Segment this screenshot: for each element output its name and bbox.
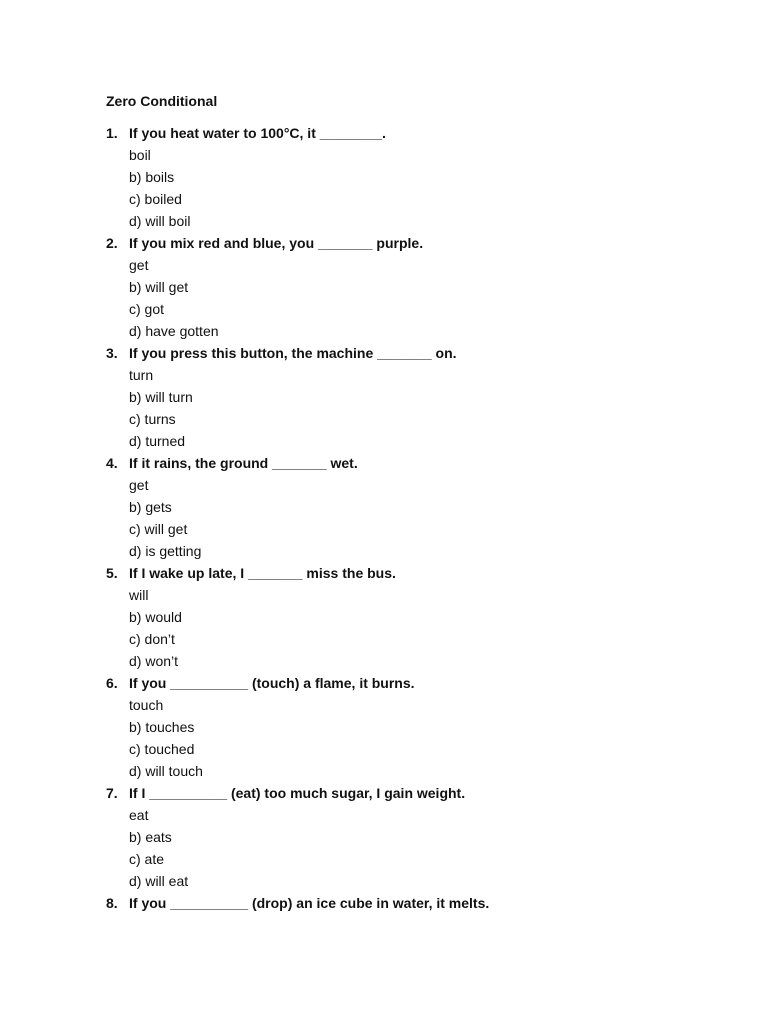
question-4 <box>106 453 726 563</box>
question-row <box>106 453 726 475</box>
question-number: 5. <box>106 565 118 581</box>
answer-option-b: b) touches <box>129 719 195 735</box>
answer-option-b: b) boils <box>129 169 175 185</box>
question-5 <box>106 563 726 673</box>
answer-options <box>106 145 726 233</box>
answer-option-d: d) will boil <box>129 213 191 229</box>
question-row <box>106 233 726 255</box>
question-row <box>106 783 726 805</box>
answer-option-c: c) ate <box>129 851 165 867</box>
answer-option-d: d) have gotten <box>129 323 219 339</box>
question-6 <box>106 673 726 783</box>
answer-options <box>106 585 726 673</box>
answer-option-d: d) is getting <box>129 543 202 559</box>
question-text: If I wake up late, I _______ miss the bus. <box>129 565 396 581</box>
question-row <box>106 343 726 365</box>
question-number: 2. <box>106 235 118 251</box>
answer-option-d: d) will touch <box>129 763 203 779</box>
answer-option-b: b) will turn <box>129 389 193 405</box>
answer-option-c: c) turns <box>129 411 176 427</box>
question-8 <box>106 893 726 915</box>
question-text: If you press this button, the machine _______ on. <box>129 345 457 361</box>
question-text: If you __________ (touch) a flame, it burns. <box>129 675 415 691</box>
question-list <box>106 123 726 915</box>
question-number: 1. <box>106 125 118 141</box>
answer-option-d: d) turned <box>129 433 186 449</box>
answer-option-a: will <box>129 587 149 603</box>
answer-option-a: touch <box>129 697 164 713</box>
question-text: If I __________ (eat) too much sugar, I gain weight. <box>129 785 466 801</box>
answer-option-a: turn <box>129 367 154 383</box>
answer-option-a: get <box>129 257 149 273</box>
answer-options <box>106 365 726 453</box>
question-1 <box>106 123 726 233</box>
question-row <box>106 673 726 695</box>
answer-option-c: c) will get <box>129 521 188 537</box>
question-text: If you __________ (drop) an ice cube in water, it melts. <box>129 895 490 911</box>
question-2 <box>106 233 726 343</box>
question-number: 4. <box>106 455 118 471</box>
answer-options <box>106 695 726 783</box>
answer-option-d: d) won’t <box>129 653 179 669</box>
answer-option-c: c) got <box>129 301 165 317</box>
question-text: If you mix red and blue, you _______ purple. <box>129 235 424 251</box>
answer-option-c: c) don’t <box>129 631 175 647</box>
answer-options <box>106 805 726 893</box>
question-number: 6. <box>106 675 118 691</box>
question-text: If it rains, the ground _______ wet. <box>129 455 358 471</box>
answer-option-b: b) eats <box>129 829 172 845</box>
question-row <box>106 893 726 915</box>
question-3 <box>106 343 726 453</box>
answer-option-c: c) boiled <box>129 191 182 207</box>
answer-option-a: eat <box>129 807 149 823</box>
question-row <box>106 123 726 145</box>
answer-option-c: c) touched <box>129 741 195 757</box>
question-text: If you heat water to 100°C, it ________. <box>129 125 386 141</box>
answer-option-a: boil <box>129 147 151 163</box>
answer-options <box>106 475 726 563</box>
document-title: Zero Conditional <box>106 93 218 109</box>
question-7 <box>106 783 726 893</box>
answer-option-a: get <box>129 477 149 493</box>
question-number: 7. <box>106 785 118 801</box>
question-number: 8. <box>106 895 118 911</box>
answer-option-b: b) gets <box>129 499 172 515</box>
question-number: 3. <box>106 345 118 361</box>
answer-option-d: d) will eat <box>129 873 189 889</box>
answer-option-b: b) would <box>129 609 182 625</box>
answer-option-b: b) will get <box>129 279 189 295</box>
question-row <box>106 563 726 585</box>
answer-options <box>106 255 726 343</box>
